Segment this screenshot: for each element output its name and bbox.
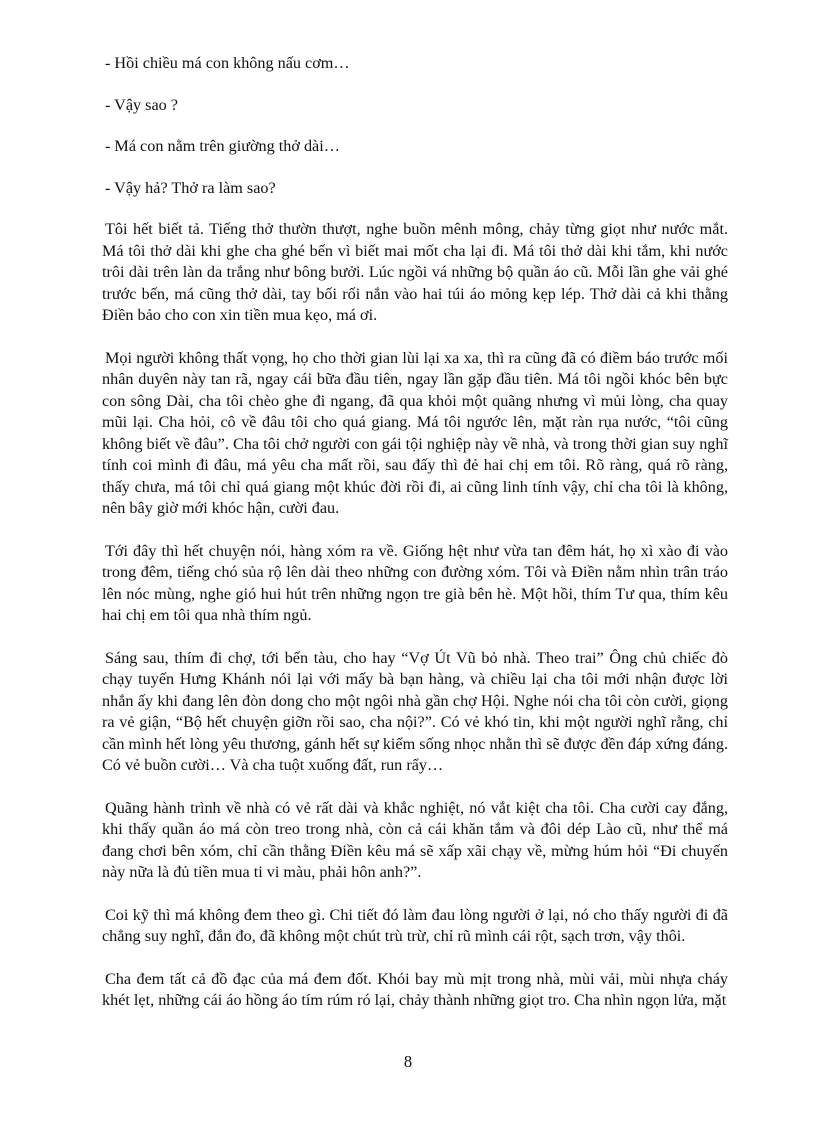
dialogue-line: - Hồi chiều má con không nấu cơm… <box>105 54 350 72</box>
dialogue-line: - Vậy hả? Thở ra làm sao? <box>105 178 276 197</box>
paragraph: Tới đây thì hết chuyện nói, hàng xóm ra về. Giống hệt như vừa tan đêm hát, họ xì xào đi vào trong đêm, tiếng chó sủa rộ lên dài theo những con đường xóm. Tôi và Điền nằm nhìn trân tráo lên nóc mùng, nghe gió hui hút trên những ngọn tre già bên hè. Một hồi, thím Tư qua, thím kêu hai chị em tôi qua nhà thím ngủ. <box>102 541 728 624</box>
dialogue-line: - Vậy sao ? <box>105 95 178 114</box>
paragraph: Mọi người không thất vọng, họ cho thời gian lùi lại xa xa, thì ra cũng đã có điềm báo trước mối nhân duyên này tan rã, ngay cái bữa đầu tiên, ngay lần gặp đầu tiên. Má tôi ngồi khóc bên bực con sông Dài, cha tôi chèo ghe đi ngang, đã qua khỏi một quãng nhưng vì mủi lòng, cha quay mũi lại. Cha hỏi, cô về đâu tôi cho quá giang. Má tôi ngước lên, mặt ràn rụa nước, “tôi cũng không biết về đâu”. Cha tôi chở người con gái tội nghiệp này về nhà, và trong thời gian suy nghĩ tính coi mình đi đâu, má yêu cha mất rồi, sau đấy thì đẻ hai chị em tôi. Rõ ràng, quá rõ ràng, thấy chưa, má tôi chỉ quá giang một khúc đời rồi đi, ai cũng linh tính vậy, chỉ cha tôi là không, nên bây giờ mới khóc hận, cười đau. <box>102 348 728 517</box>
paragraph: Quãng hành trình về nhà có vẻ rất dài và khắc nghiệt, nó vắt kiệt cha tôi. Cha cười cay đắng, khi thấy quần áo má còn treo trong nhà, còn cả cái khăn tắm và đôi dép Lào cũ, như thể má đang chơi bên xóm, chỉ cần thằng Điền kêu má sẽ xấp xãi chạy về, mừng húm hỏi “Đi chuyến này nữa là đủ tiền mua ti vi màu, phải hôn anh?”. <box>102 798 728 881</box>
dialogue-line: - Má con nằm trên giường thở dài… <box>105 137 340 155</box>
body-text <box>102 53 728 1033</box>
paragraph: Cha đem tất cả đồ đạc của má đem đốt. Khói bay mù mịt trong nhà, mùi vải, mùi nhựa cháy khét lẹt, những cái áo hồng áo tím rúm ró lại, chảy thành những giọt tro. Cha nhìn ngọn lửa, mặt <box>102 969 728 1009</box>
paragraph: Coi kỹ thì má không đem theo gì. Chi tiết đó làm đau lòng người ở lại, nó cho thấy người đi đã chẳng suy nghĩ, đắn đo, đã không một chút trù trừ, chỉ rũ mình cái rột, sạch trơn, vậy thôi. <box>102 905 728 945</box>
paragraph: Sáng sau, thím đi chợ, tới bến tàu, cho hay “Vợ Út Vũ bỏ nhà. Theo trai” Ông chủ chiếc đò chạy tuyến Hưng Khánh nói lại với mấy bà bạn hàng, và chiều lại cha tôi mới nhận được lời nhắn ấy khi đang lên đòn dong cho một ngôi nhà gần chợ Hội. Nghe nói cha tôi còn cười, giọng ra vẻ giận, “Bộ hết chuyện giỡn rồi sao, cha nội?”. Có vẻ khó tin, khi một người nghĩ rằng, chỉ cần mình hết lòng yêu thương, gánh hết sự kiếm sống nhọc nhằn thì sẽ được đền đáp xứng đáng. Có vẻ buồn cười… Và cha tuột xuống đất, run rẩy… <box>102 648 728 774</box>
paragraph: Tôi hết biết tả. Tiếng thở thườn thượt, nghe buồn mênh mông, chảy từng giọt như nước mắt. Má tôi thở dài khi ghe cha ghé bến vì biết mai mốt cha lại đi. Má tôi thở dài khi tắm, khi nước trôi dài trên làn da trắng như bông bưởi. Lúc ngồi vá những bộ quần áo cũ. Mỗi lần ghe vải ghé trước bến, má cũng thở dài, tay bối rối nắn vào hai túi áo mỏng kẹp lép. Thở dài cả khi thằng Điền bảo cho con xin tiền mua kẹo, má ơi. <box>102 220 728 324</box>
page-number: 8 <box>403 1052 413 1071</box>
